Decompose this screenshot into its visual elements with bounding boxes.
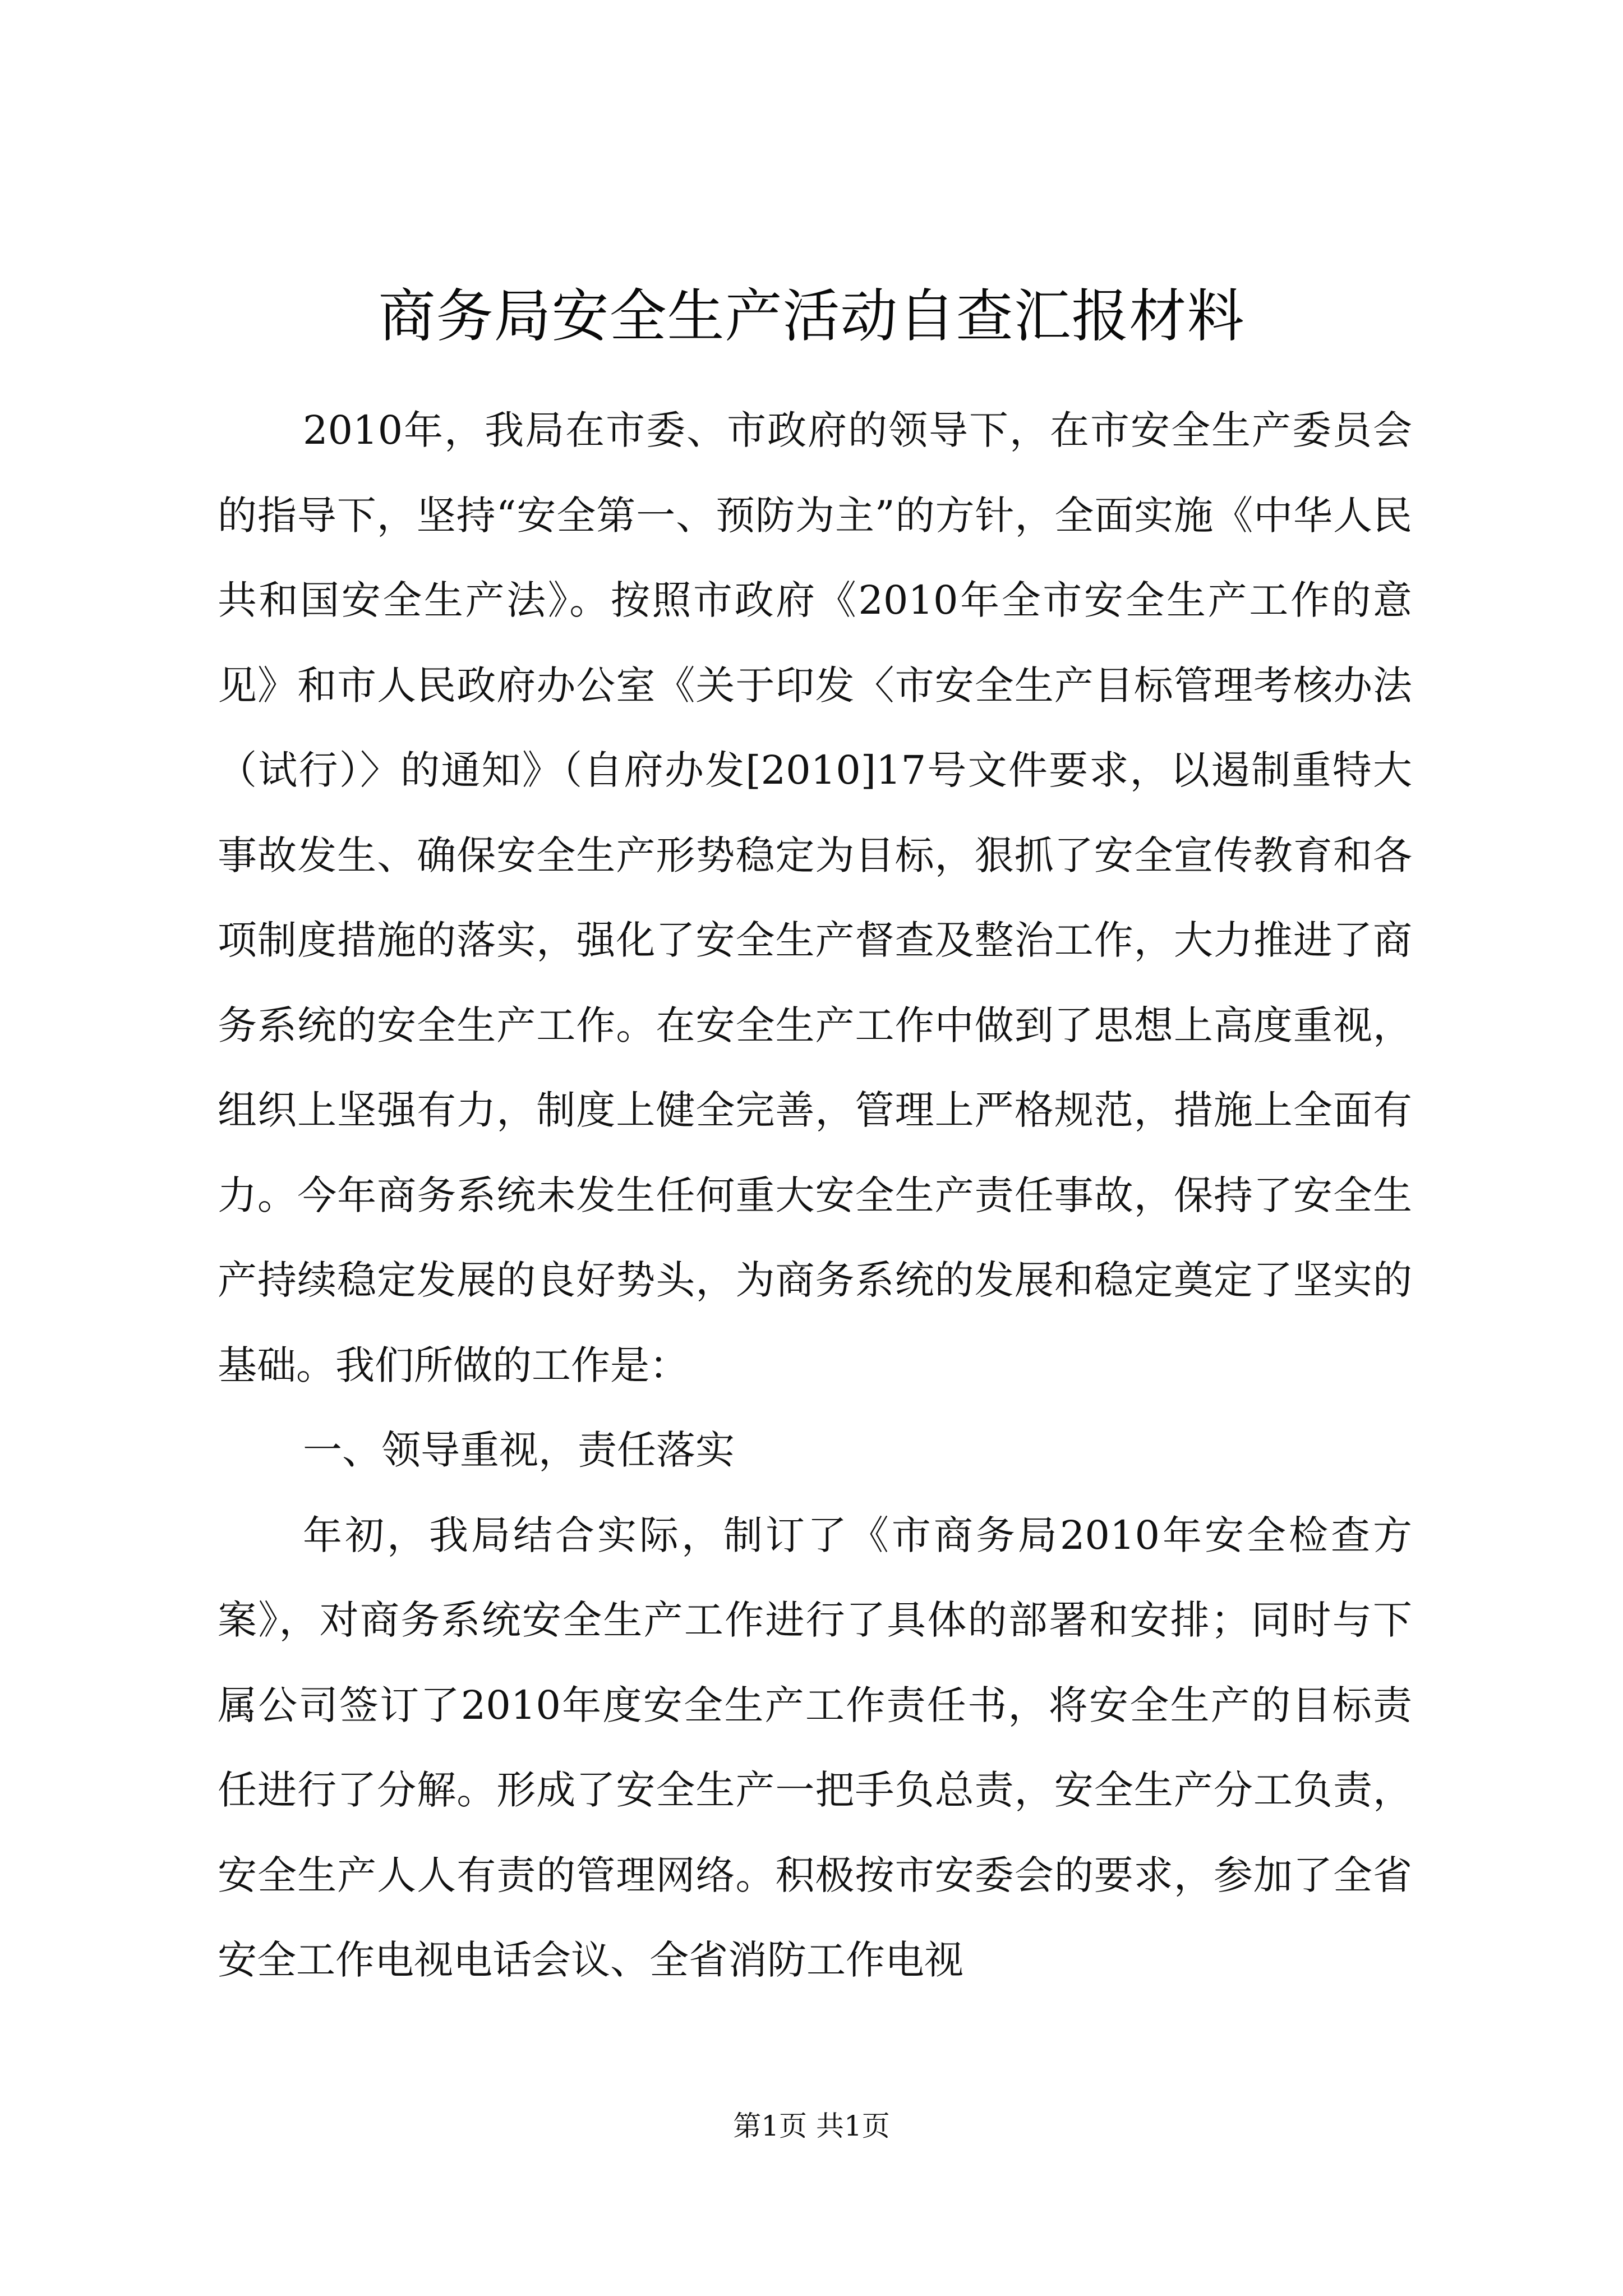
section-heading: 一、领导重视，责任落实 <box>303 1427 735 1473</box>
document-body <box>218 388 1412 2003</box>
body-paragraph: 年初，我局结合实际，制订了《市商务局2010年安全检查方案》，对商务系统安全生产工作进行了具体的部署和安排；同时与下属公司签订了2010年度安全生产工作责任书，将安全生产的目标责任进行了分解。形成了安全生产一把手负总责，安全生产分工负责，安全生产人人有责的管理网络。积极按市安委会的要求，参加了全省安全工作电视电话会议、全省消防工作电视 <box>218 1512 1412 1983</box>
body-paragraph: 2010年，我局在市委、市政府的领导下，在市安全生产委员会的指导下，坚持“安全第一、预防为主”的方针，全面实施《中华人民共和国安全生产法》。按照市政府《2010年全市安全生产工作的意见》和市人民政府办公室《关于印发〈市安全生产目标管理考核办法（试行）〉的通知》（自府办发[2010]17号文件要求，以遏制重特大事故发生、确保安全生产形势稳定为目标，狠抓了安全宣传教育和各项制度措施的落实，强化了安全生产督查及整治工作，大力推进了商务系统的安全生产工作。在安全生产工作中做到了思想上高度重视，组织上坚强有力，制度上健全完善，管理上严格规范，措施上全面有力。今年商务系统未发生任何重大安全生产责任事故，保持了安全生产持续稳定发展的良好势头，为商务系统的发展和稳定奠定了坚实的基础。我们所做的工作是： <box>218 407 1412 1388</box>
document-title: 商务局安全生产活动自查汇报材料 <box>378 283 1245 350</box>
page-footer: 第1页 共1页 <box>733 2110 890 2142</box>
